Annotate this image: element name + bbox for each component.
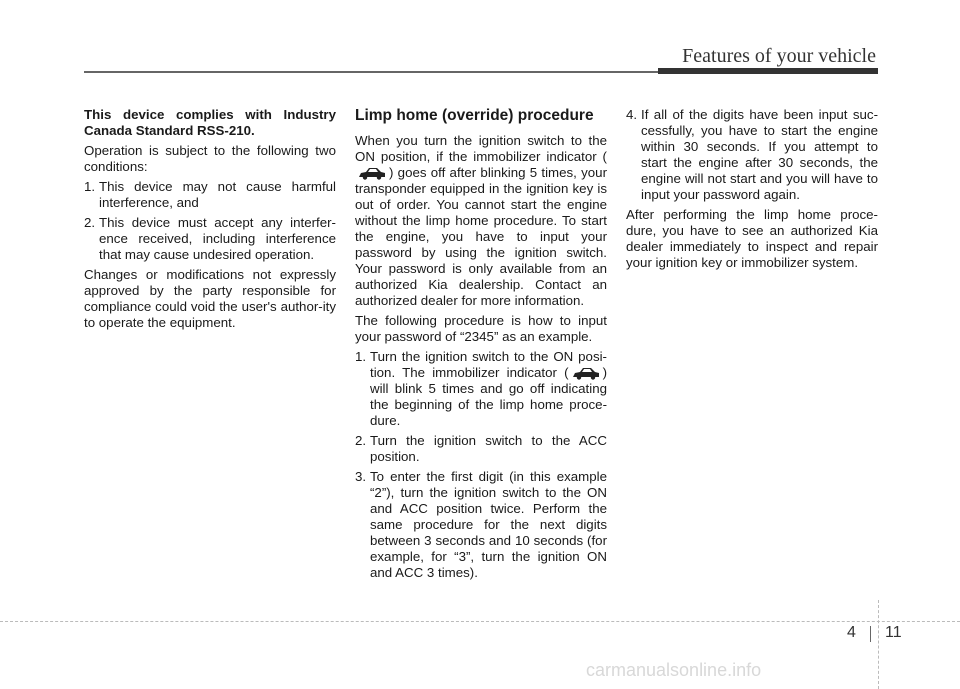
list-item-text: To enter the first digit (in this example “2”), turn the ignition switch to the ON and ACC position twice. Perform the same procedure for the next digits between 3 seconds and 10 seconds (for example, for “3”, turn the ignition ON and ACC 3 times). [370,469,607,580]
footer-crop-mark [878,600,879,689]
page-header-title: Features of your vehicle [682,45,876,67]
list-item-number: 2. [355,433,367,448]
header-rule [84,71,664,73]
list-item [355,433,607,465]
list-item-text: This device may not cause harmful interference, and [99,179,336,210]
car-immobilizer-icon [571,366,601,380]
section-heading: Limp home (override) procedure [355,107,594,124]
list-item [84,179,336,211]
chapter-number: 4 [847,624,856,641]
list-item-text: This device must accept any interfer-ence received, including interference that may cause undesired operation. [99,215,336,262]
header-rule-accent [658,68,878,74]
list-item-number: 4. [626,107,638,122]
list-item-text-part: ) will blink 5 times and go off indicating the beginning of the limp home proce-dure. [370,365,607,428]
list-item-text-part: Turn the ignition switch to the ON posi-tion. The immobilizer indicator ( [370,349,607,380]
watermark: carmanualsonline.info [586,660,762,680]
paragraph-text: ) goes off after blinking 5 times, your transponder equipped in the ignition key is out of order. You cannot start the engine without the limp home procedure. To start the engine, you have to input your password by using the ignition switch. Your password is only available from an authorized Kia dealership. Contact an authorized dealer for more information. [355,165,607,308]
list-item-number: 1. [84,179,96,194]
paragraph [355,133,607,309]
column-3 [626,107,878,275]
list-item-text: Turn the ignition switch to the ACC position. [370,433,607,464]
list-item [84,215,336,263]
page-number-divider [870,626,871,642]
column-1 [84,107,336,335]
car-immobilizer-icon [357,166,387,180]
footer-rule [0,621,960,622]
column-2 [355,107,607,585]
list-item-text [370,349,607,429]
modifications-warning: Changes or modifications not expressly approved by the party responsible for compliance could void the user's author-ity to operate the equipment. [84,267,336,330]
list-item-text: If all of the digits have been input suc-cessfully, you have to start the engine within 30 seconds. If you attempt to start the engine after 30 seconds, the engine will not start and you will have to input your password again. [641,107,878,202]
compliance-heading: This device complies with Industry Canada Standard RSS-210. [84,107,336,138]
list-item [626,107,878,203]
list-item-number: 2. [84,215,96,230]
paragraph: After performing the limp home proce-dure, you have to see an authorized Kia dealer immediately to inspect and repair your ignition key or immobilizer system. [626,207,878,270]
list-item-number: 1. [355,349,367,364]
paragraph: The following procedure is how to input your password of “2345” as an example. [355,313,607,344]
paragraph-text: When you turn the ignition switch to the ON position, if the immobilizer indicator ( [355,133,607,164]
page-number: 11 [885,624,902,641]
list-item-number: 3. [355,469,367,484]
conditions-intro: Operation is subject to the following two conditions: [84,143,336,174]
list-item [355,349,607,429]
list-item [355,469,607,581]
